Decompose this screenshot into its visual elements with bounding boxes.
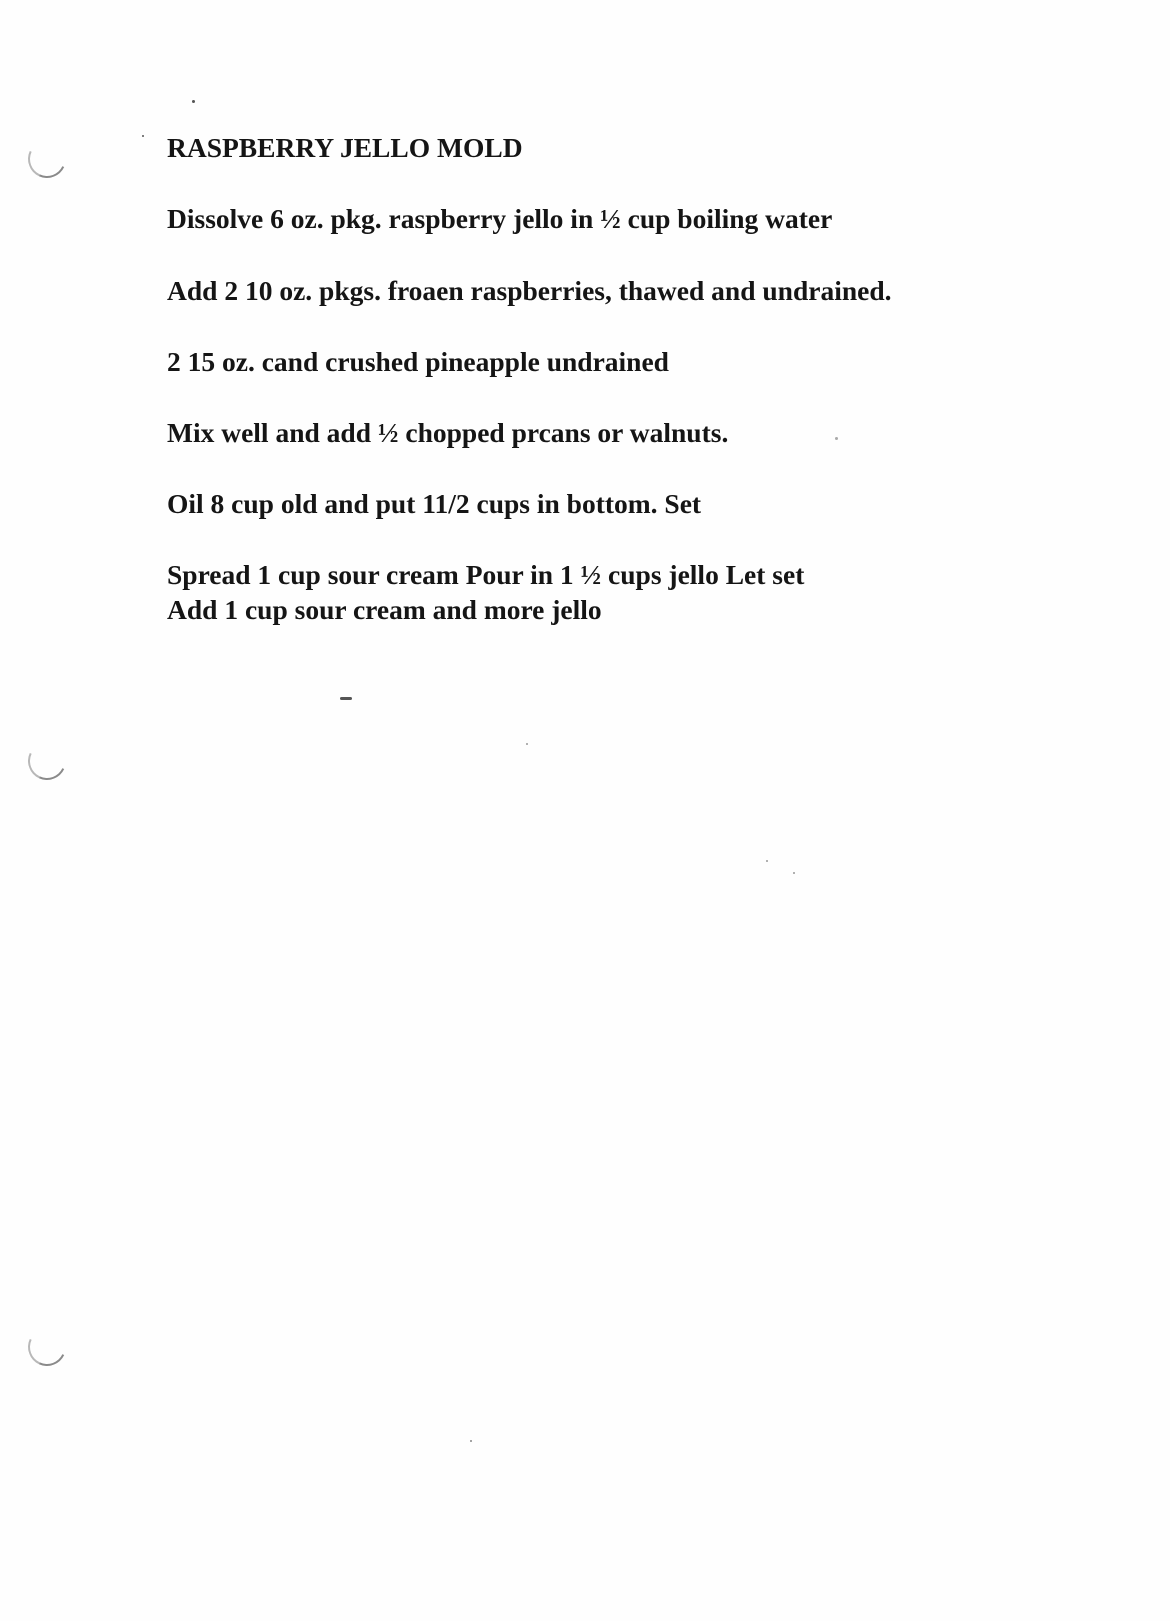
recipe-line: 2 15 oz. cand crushed pineapple undrained [167,346,669,377]
scan-speck [470,1440,472,1442]
punch-hole-top [23,135,72,184]
scan-speck [340,697,352,700]
scan-speck [192,100,195,103]
scan-speck [793,872,795,874]
recipe-line: Dissolve 6 oz. pkg. raspberry jello in ½ cup boiling water [167,203,833,234]
punch-hole-bottom [23,1323,72,1372]
scan-speck [766,860,768,862]
recipe-line: Mix well and add ½ chopped prcans or walnuts. [167,417,729,448]
recipe-line: Add 2 10 oz. pkgs. froaen raspberries, thawed and undrained. [167,275,892,306]
scan-speck [142,135,144,137]
scan-speck [526,743,528,745]
scan-speck [835,437,838,440]
recipe-line: Oil 8 cup old and put 11/2 cups in bottom. Set [167,488,702,519]
recipe-line: Add 1 cup sour cream and more jello [167,594,602,625]
recipe-line: Spread 1 cup sour cream Pour in 1 ½ cups jello Let set [167,559,805,590]
punch-hole-middle [23,737,72,786]
recipe-title: RASPBERRY JELLO MOLD [167,132,523,163]
